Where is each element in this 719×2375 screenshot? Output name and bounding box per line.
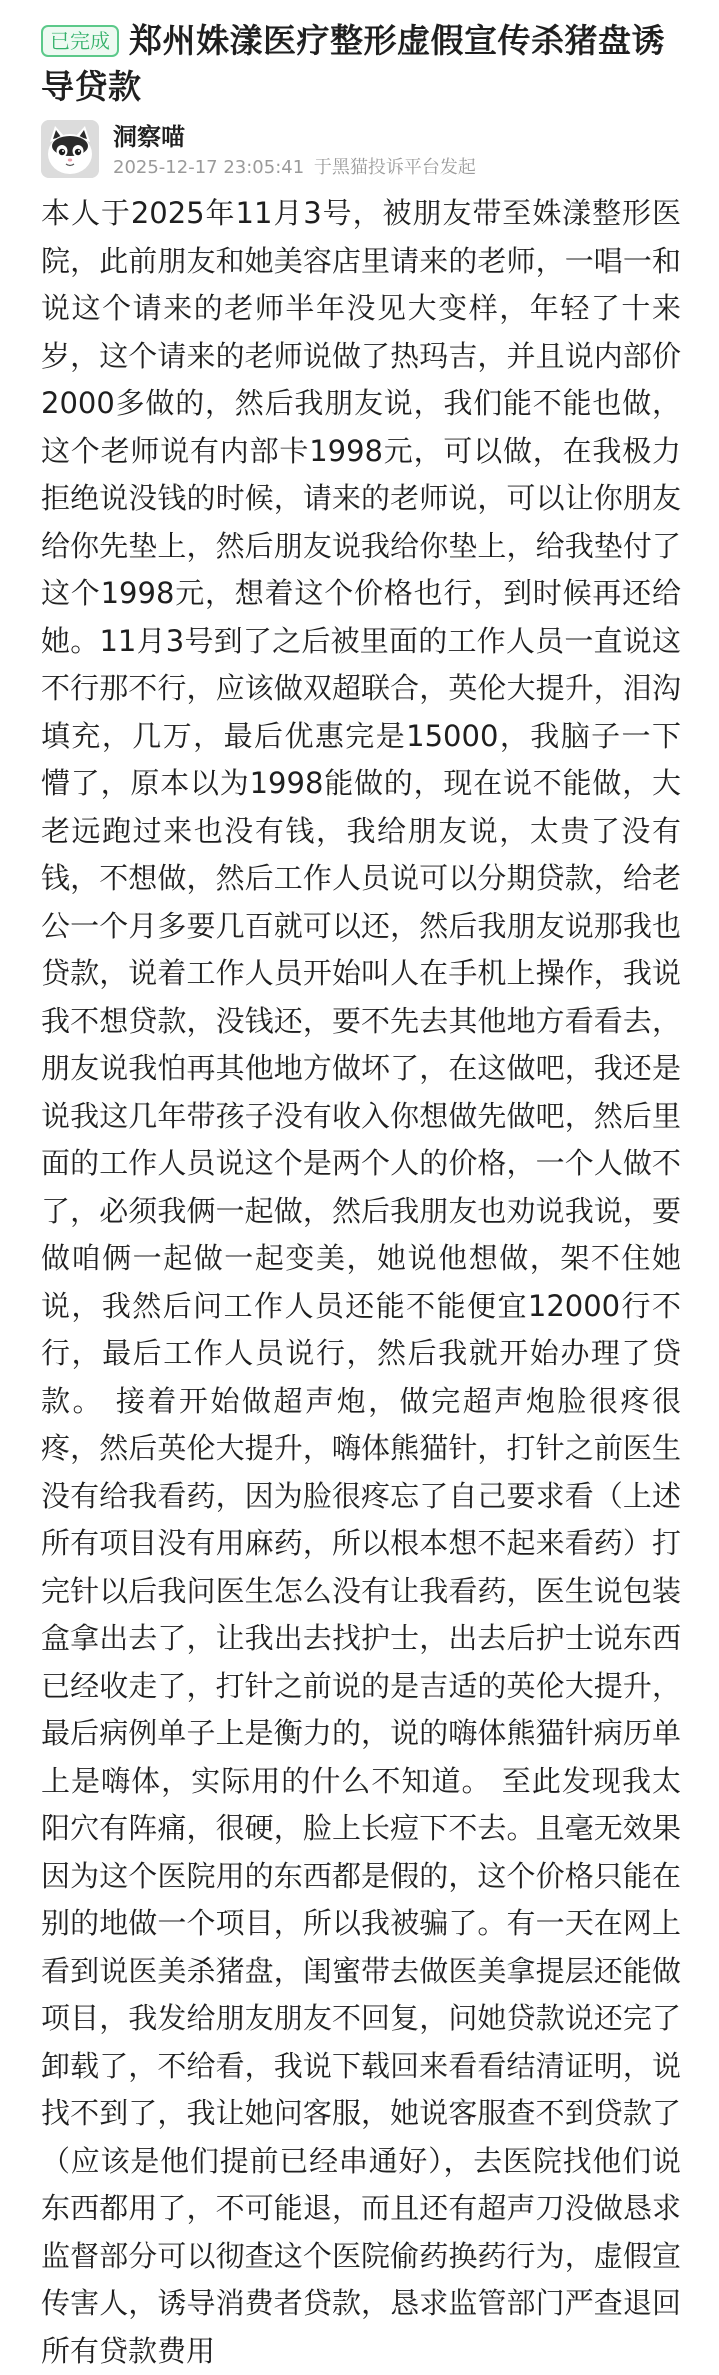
complaint-title-text: 郑州姝漾医疗整形虚假宣传杀猪盘诱导贷款 — [41, 21, 665, 106]
avatar[interactable] — [41, 120, 99, 178]
complaint-title — [41, 18, 681, 110]
author-row — [41, 120, 681, 182]
post-meta — [113, 156, 480, 180]
post-source: 于黑猫投诉平台发起 — [313, 157, 476, 178]
author-name[interactable]: 洞察喵 — [113, 123, 185, 151]
post-timestamp: 2025-12-17 23:05:41 — [113, 157, 305, 178]
complaint-body: 本人于2025年11月3号，被朋友带至姝漾整形医院，此前朋友和她美容店里请来的老师，一唱一和说这个请来的老师半年没见大变样，年轻了十来岁，这个请来的老师说做了热玛吉，并且说内部价2000多做的，然后我朋友说，我们能不能也做，这个老师说有内部卡1998元，可以做，在我极力拒绝说没钱的时候，请来的老师说，可以让你朋友给你先垫上，然后朋友说我给你垫上，给我垫付了这个1998元，想着这个价格也行，到时候再还给她。11月3号到了之后被里面的工作人员一直说这不行那不行，应该做双超联合，英伦大提升，泪沟填充，几万，最后优惠完是15000，我脑子一下懵了，原本以为1998能做的，现在说不能做，大老远跑过来也没有钱，我给朋友说，太贵了没有钱，不想做，然后工作人员说可以分期贷款，给老公一个月多要几百就可以还，然后我朋友说那我也贷款，说着工作人员开始叫人在手机上操作，我说我不想贷款，没钱还，要不先去其他地方看看去，朋友说我怕再其他地方做坏了，在这做吧，我还是说我这几年带孩子没有收入你想做先做吧，然后里面的工作人员说这个是两个人的价格，一个人做不了，必须我俩一起做，然后我朋友也劝说我说，要做咱俩一起做一起变美，她说他想做，架不住她说，我然后问工作人员还能不能便宜12000行不行，最后工作人员说行，然后我就开始办理了贷款。 接着开始做超声炮，做完超声炮脸很疼很疼，然后英伦大提升，嗨体熊猫针，打针之前医生没有给我看药，因为脸很疼忘了自己要求看（上述所有项目没有用麻药，所以根本想不起来看药）打完针以后我问医生怎么没有让我看药，医生说包装盒拿出去了，让我出去找护士，出去后护士说东西已经收走了，打针之前说的是吉适的英伦大提升，最后病例单子上是衡力的，说的嗨体熊猫针病历单上是嗨体，实际用的什么不知道。 至此发现我太阳穴有阵痛，很硬，脸上长痘下不去。且毫无效果因为这个医院用的东西都是假的，这个价格只能在别的地做一个项目，所以我被骗了。有一天在网上看到说医美杀猪盘，闺蜜带去做医美拿提层还能做项目，我发给朋友朋友不回复，问她贷款说还完了卸载了，不给看，我说下载回来看看结清证明，说找不到了，我让她问客服，她说客服查不到贷款了（应该是他们提前已经串通好），去医院找他们说东西都用了，不可能退，而且还有超声刀没做恳求监督部分可以彻查这个医院偷药换药行为，虚假宣传害人，诱导消费者贷款，恳求监管部门严查退回所有贷款费用 — [41, 196, 681, 2368]
complaint-header — [41, 18, 681, 110]
cat-avatar-icon — [41, 120, 99, 178]
status-badge: 已完成 — [41, 25, 119, 57]
